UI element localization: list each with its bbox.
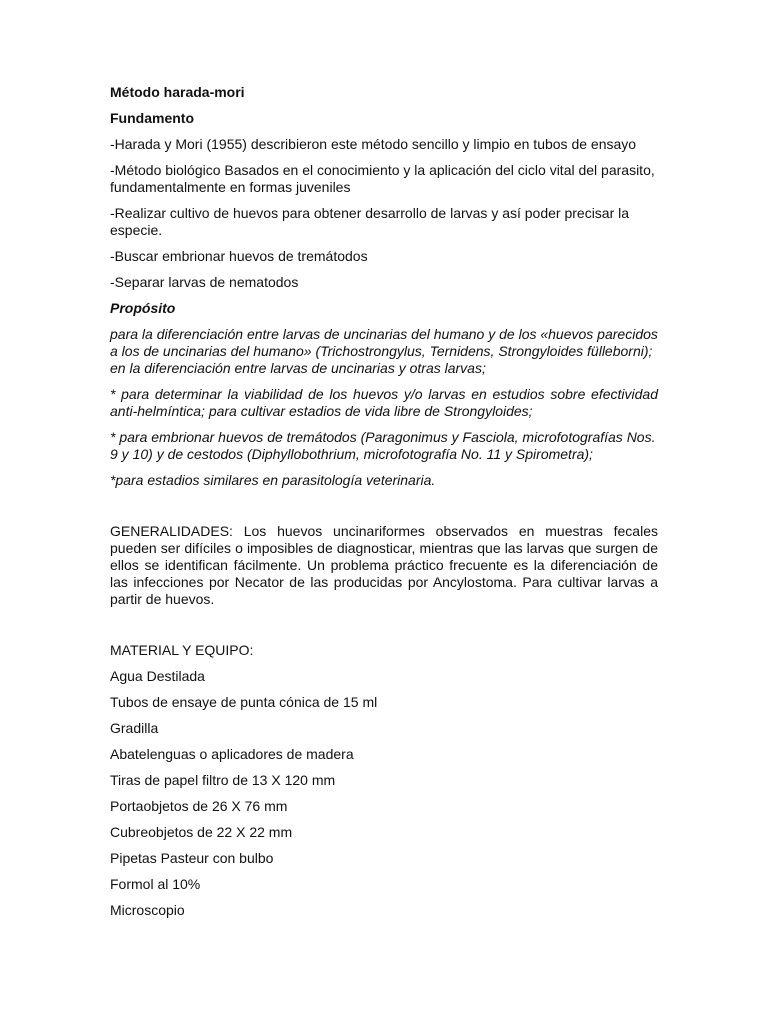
- material-item: Tiras de papel filtro de 13 X 120 mm: [110, 772, 336, 788]
- fundamento-point: -Método biológico Basados en el conocimiento y la aplicación del ciclo vital del parasito, fundamentalmente en formas juveniles: [110, 162, 655, 195]
- material-item: Formol al 10%: [110, 876, 201, 892]
- fundamento-point: -Buscar embrionar huevos de tremátodos: [110, 248, 368, 264]
- spacer: [110, 617, 658, 642]
- fundamento-point: -Realizar cultivo de huevos para obtener desarrollo de larvas y así poder precisar la especie.: [110, 205, 630, 238]
- material-heading: MATERIAL Y EQUIPO:: [110, 642, 254, 658]
- material-item: Portaobjetos de 26 X 76 mm: [110, 798, 288, 814]
- material-item: Microscopio: [110, 902, 185, 918]
- fundamento-point: -Separar larvas de nematodos: [110, 274, 299, 290]
- generalidades-paragraph: GENERALIDADES: Los huevos uncinariformes observados en muestras fecales pueden ser difíciles o imposibles de diagnosticar, mientras que las larvas que surgen de ellos se identifican fácilmente. Un problema práctico frecuente es la diferenciación de las infecciones por Necator de las producidas por Ancylostoma. Para cultivar larvas a partir de huevos.: [110, 523, 658, 607]
- proposito-paragraph: * para embrionar huevos de tremátodos (Paragonimus y Fasciola, microfotografías Nos. 9 y 10) y de cestodos (Diphyllobothrium, microfotografía No. 11 y Spirometra);: [110, 429, 656, 462]
- spacer: [110, 498, 658, 523]
- fundamento-heading: Fundamento: [110, 110, 194, 126]
- material-item: Agua Destilada: [110, 668, 205, 684]
- material-item: Gradilla: [110, 720, 159, 736]
- proposito-heading: Propósito: [110, 300, 176, 316]
- proposito-paragraph: para la diferenciación entre larvas de uncinarias del humano y de los «huevos parecidos a los de uncinarias del humano» (Trichostrongylus, Ternidens, Strongyloides fülleborni); en la diferenciación entre larvas de uncinarias y otras larvas;: [110, 326, 658, 376]
- proposito-paragraph: * para determinar la viabilidad de los huevos y/o larvas en estudios sobre efectividad anti-helmíntica; para cultivar estadios de vida libre de Strongyloides;: [110, 386, 658, 419]
- material-item: Tubos de ensaye de punta cónica de 15 ml: [110, 694, 378, 710]
- material-item: Abatelenguas o aplicadores de madera: [110, 746, 354, 762]
- material-item: Cubreobjetos de 22 X 22 mm: [110, 824, 293, 840]
- proposito-paragraph: *para estadios similares en parasitología veterinaria.: [110, 472, 436, 488]
- document-page: [110, 84, 658, 928]
- document-title: Método harada-mori: [110, 84, 245, 100]
- material-item: Pipetas Pasteur con bulbo: [110, 850, 274, 866]
- fundamento-point: -Harada y Mori (1955) describieron este método sencillo y limpio en tubos de ensayo: [110, 136, 637, 152]
